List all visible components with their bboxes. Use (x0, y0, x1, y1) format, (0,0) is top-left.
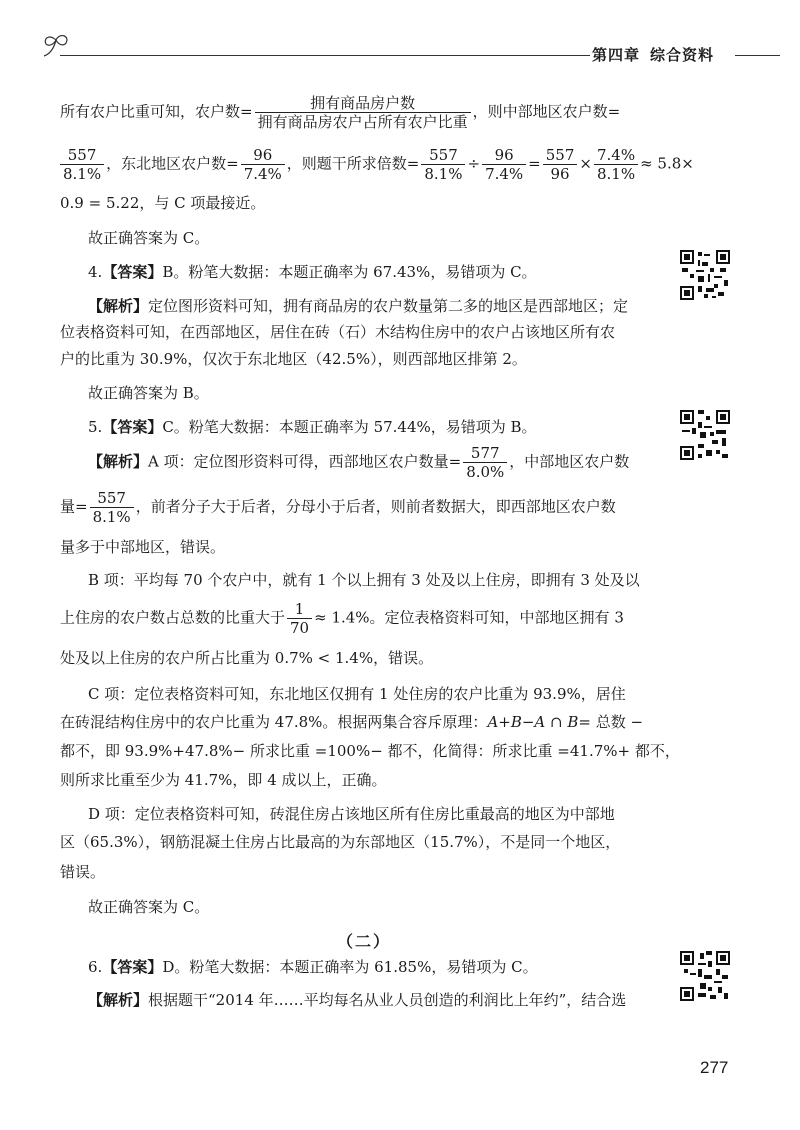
numerator: 557 (421, 146, 465, 165)
chapter-header (592, 44, 724, 65)
numerator: 557 (90, 489, 134, 508)
fraction (241, 146, 285, 183)
page-number: 277 (700, 1058, 729, 1077)
subsection-heading: （二） (337, 932, 392, 951)
denominator: 8.1% (63, 165, 102, 183)
answer-line (88, 262, 537, 282)
fraction (90, 489, 134, 526)
operator: = (528, 154, 541, 173)
text-line: 错误。 (60, 863, 106, 881)
text-span: ，则题干所求倍数= (286, 154, 420, 173)
text-line: 则所求比重至少为 41.7%，即 4 成以上，正确。 (60, 771, 387, 789)
chapter-title: 综合资料 (650, 46, 715, 64)
fraction (255, 94, 471, 131)
text-line (60, 489, 616, 526)
question-number: 6. (88, 958, 103, 976)
text-span: ，中部地区农户数 (509, 452, 630, 471)
qr-code-icon[interactable] (680, 250, 730, 300)
answer-line (88, 957, 538, 977)
header-rule (60, 55, 590, 56)
fraction (60, 146, 104, 183)
header-rule-right (735, 55, 780, 56)
chapter-number: 第四章 (592, 46, 641, 64)
answer-tag: 【答案】 (102, 958, 163, 976)
answer-text: C。粉笔大数据：本题正确率为 57.44%，易错项为 B。 (162, 418, 537, 436)
operator: ÷ (467, 154, 481, 173)
text-line: D 项：定位表格资料可知，砖混住房占该地区所有住房比重最高的地区为中部地 (88, 805, 615, 823)
text-span: 根据题干“2014 年……平均每名从业人员创造的利润比上年约”，结合选 (148, 991, 627, 1009)
numerator: 96 (241, 146, 285, 165)
text-line (60, 712, 643, 732)
fraction (287, 600, 312, 637)
denominator: 7.4% (243, 165, 282, 183)
numerator: 557 (60, 146, 104, 165)
qr-code-icon[interactable] (680, 410, 730, 460)
denominator: 7.4% (485, 165, 524, 183)
analysis-tag: 【解析】 (88, 452, 149, 471)
numerator: 1 (287, 600, 312, 619)
text-span: 所有农户比重可知，农户数= (60, 102, 253, 121)
text-span: ≈ 1.4%。定位表格资料可知，中部地区拥有 3 (314, 608, 624, 627)
fraction (594, 146, 638, 183)
text-line: B 项：平均每 70 个农户中，就有 1 个以上拥有 3 处及以上住房，即拥有 3 处及以 (88, 571, 640, 589)
text-line: 位表格资料可知，在西部地区，居住在砖（石）木结构住房中的农户占该地区所有农 (60, 323, 616, 341)
numerator: 拥有商品房户数 (255, 94, 471, 113)
text-span: A 项：定位图形资料可得，西部地区农户数量= (148, 452, 462, 471)
text-line (60, 600, 624, 637)
denominator: 8.1% (424, 165, 463, 183)
text-line (88, 990, 626, 1010)
text-line: 户的比重为 30.9%，仅次于东北地区（42.5%），则西部地区排第 2。 (60, 350, 527, 368)
denominator: 8.1% (92, 508, 131, 526)
text-span: = 总数 − (578, 713, 644, 731)
answer-tag: 【答案】 (102, 418, 163, 436)
text-span: 量= (60, 497, 88, 516)
answer-text: B。粉笔大数据：本题正确率为 67.43%，易错项为 C。 (162, 263, 537, 281)
text-span: ，东北地区农户数= (106, 154, 239, 173)
text-line (88, 444, 629, 481)
conclusion: 故正确答案为 C。 (88, 229, 210, 247)
formula: A+B−A ∩ B (487, 713, 579, 731)
text-span: 定位图形资料可知，拥有商品房的农户数量第二多的地区是西部地区；定 (148, 297, 629, 315)
analysis-tag: 【解析】 (88, 991, 149, 1009)
conclusion: 故正确答案为 B。 (88, 384, 209, 402)
numerator: 557 (543, 146, 578, 165)
denominator: 70 (290, 619, 310, 637)
text-line: 处及以上住房的农户所占比重为 0.7% < 1.4%，错误。 (60, 649, 434, 667)
analysis-tag: 【解析】 (88, 297, 149, 315)
text-line: 都不，即 93.9%+47.8%− 所求比重 =100%− 都不，化简得：所求比重 =41.7%+ 都不， (60, 742, 680, 760)
text-line (60, 94, 620, 131)
numerator: 7.4% (594, 146, 638, 165)
denominator: 96 (550, 165, 570, 183)
numerator: 96 (482, 146, 526, 165)
denominator: 8.1% (596, 165, 636, 183)
fraction (463, 444, 507, 481)
text-span: 上住房的农户数占总数的比重大于 (60, 608, 286, 627)
qr-code-icon[interactable] (680, 951, 730, 1001)
text-span: ，则中部地区农户数= (472, 102, 621, 121)
denominator: 拥有商品房农户占所有农户比重 (257, 113, 468, 131)
text-line (58, 146, 694, 183)
text-span: ，前者分子大于后者，分母小于后者，则前者数据大，即西部地区农户数 (135, 497, 616, 516)
text-span: ≈ 5.8× (640, 154, 694, 173)
numerator: 577 (463, 444, 507, 463)
answer-line (88, 417, 537, 437)
question-number: 5. (88, 418, 103, 436)
fraction (482, 146, 526, 183)
fraction (421, 146, 465, 183)
text-line (88, 296, 628, 316)
fraction (543, 146, 578, 183)
conclusion: 故正确答案为 C。 (88, 898, 210, 916)
question-number: 4. (88, 263, 103, 281)
text-line: 0.9 = 5.22，与 C 项最接近。 (60, 194, 266, 212)
text-span: 在砖混结构住房中的农户比重为 47.8%。根据两集合容斥原理： (60, 713, 488, 731)
answer-tag: 【答案】 (102, 263, 163, 281)
text-line: 量多于中部地区，错误。 (60, 538, 226, 556)
text-line: 区（65.3%），钢筋混凝土住房占比最高的为东部地区（15.7%），不是同一个地区， (60, 833, 621, 851)
answer-text: D。粉笔大数据：本题正确率为 61.85%，易错项为 C。 (162, 958, 538, 976)
text-line: C 项：定位表格资料可知，东北地区仅拥有 1 处住房的农户比重为 93.9%，居住 (88, 685, 626, 703)
denominator: 8.0% (466, 463, 505, 481)
operator: × (579, 154, 592, 173)
